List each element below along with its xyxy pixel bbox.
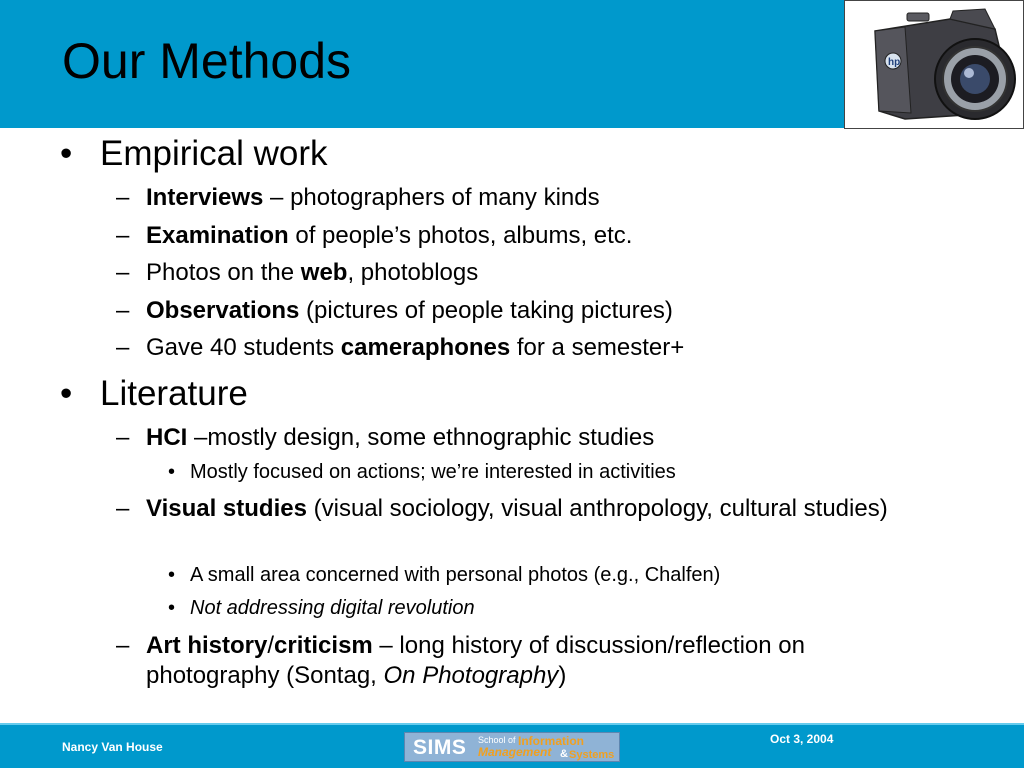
bold-term: cameraphones — [340, 334, 511, 361]
dash-marker: – — [116, 495, 130, 522]
dash-marker: – — [116, 222, 130, 249]
bold-term: HCI — [146, 424, 188, 451]
bold-term: Observations — [146, 297, 300, 324]
text-segment: (visual sociology, visual anthropology, cultural studies) — [306, 495, 888, 522]
dash-marker: – — [116, 259, 130, 286]
sub-bullet-text — [146, 631, 936, 691]
bullet-marker: • — [168, 597, 176, 619]
bold-term: criticism — [274, 632, 373, 659]
sub-bullet-text — [146, 221, 936, 251]
text-segment: Gave 40 students — [146, 334, 341, 361]
dash-marker: – — [116, 297, 130, 324]
dash-marker: – — [116, 632, 130, 659]
bullet-text: Literature — [100, 374, 248, 413]
sub-sub-bullet-text: A small area concerned with personal photos (e.g., Chalfen) — [190, 564, 721, 586]
dash-marker: – — [116, 184, 130, 211]
bold-term: web — [300, 259, 348, 286]
text-segment: (pictures of people taking pictures) — [299, 297, 673, 324]
bullet-marker: • — [168, 564, 176, 586]
dash-marker: – — [116, 424, 130, 451]
sims-logo — [404, 732, 620, 762]
logo-sims-text: SIMS — [413, 736, 467, 759]
logo-systems-text: Systems — [569, 749, 615, 761]
sub-bullet-text — [146, 183, 936, 213]
text-segment: of people’s photos, albums, etc. — [288, 222, 633, 249]
text-segment: Photos on the — [146, 259, 301, 286]
bullet-text: Empirical work — [100, 134, 328, 173]
text-segment: – photographers of many kinds — [263, 184, 600, 211]
sub-bullet-text — [146, 258, 936, 288]
footer-author: Nancy Van House — [62, 740, 163, 754]
italic-text: Not addressing digital revolution — [190, 597, 475, 619]
text-segment: , photoblogs — [347, 259, 479, 286]
sub-bullet-text — [146, 494, 936, 524]
sub-bullet-text — [146, 333, 936, 363]
text-segment: ) — [558, 662, 567, 689]
slide-title: Our Methods — [62, 33, 352, 89]
bullet-marker: • — [60, 374, 73, 413]
text-segment: for a semester+ — [510, 334, 685, 361]
dash-marker: – — [116, 334, 130, 361]
logo-ampersand: & — [560, 748, 568, 760]
bold-term: Art history — [146, 632, 268, 659]
bullet-marker: • — [60, 134, 73, 173]
footer-date: Oct 3, 2004 — [770, 732, 834, 746]
bold-term: Examination — [146, 222, 289, 249]
bold-term: Interviews — [146, 184, 264, 211]
bold-term: Visual studies — [146, 495, 307, 522]
logo-information-text: Information — [518, 734, 584, 748]
sub-sub-bullet-text — [190, 597, 475, 620]
text-segment: –mostly design, some ethnographic studies — [187, 424, 655, 451]
text-segment: – long history of discussion/reflection on photography (Sontag, — [146, 632, 805, 689]
logo-school-of-text: School of — [478, 735, 516, 745]
text-segment: / — [267, 632, 275, 659]
logo-management-text: Management — [478, 745, 552, 759]
sub-bullet-text — [146, 296, 936, 326]
italic-text: On Photography — [383, 662, 559, 689]
bullet-marker: • — [168, 461, 176, 483]
sub-sub-bullet-text: Mostly focused on actions; we’re interested in activities — [190, 461, 676, 483]
sub-bullet-text — [146, 423, 936, 453]
svg-text:hp: hp — [888, 57, 901, 68]
